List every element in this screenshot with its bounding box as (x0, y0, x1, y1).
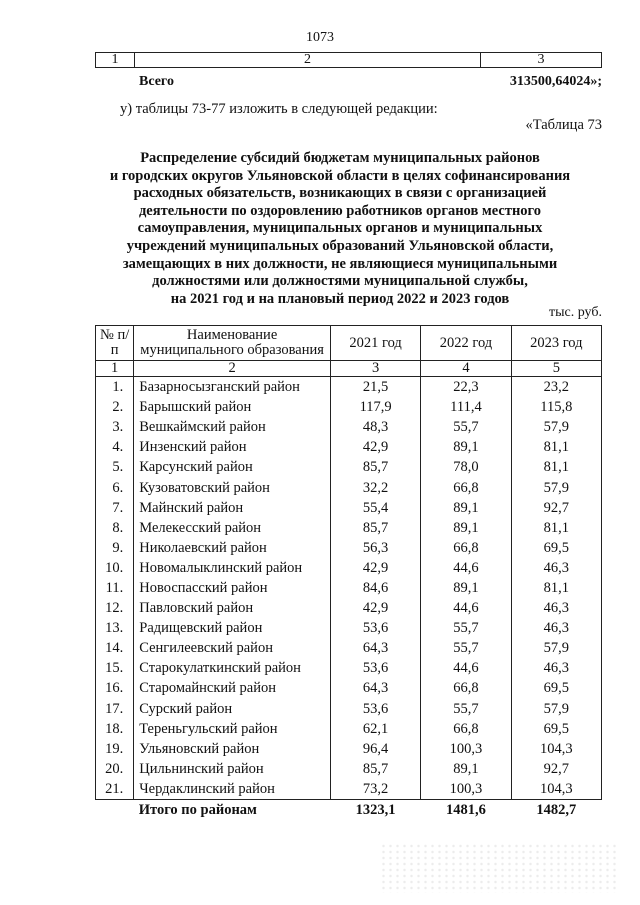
table-row (96, 678, 602, 698)
title-line: замещающих в них должности, не являющиеся муниципальными (122, 255, 558, 272)
table-row (96, 759, 602, 779)
value-2023: 81,1 (511, 457, 601, 477)
index-cell: 2 (134, 361, 331, 377)
value-2021: 53,6 (330, 699, 420, 719)
row-number: 3. (96, 417, 134, 437)
district-name: Мелекесский район (134, 518, 331, 538)
table-row (96, 598, 602, 618)
value-2023: 81,1 (511, 437, 601, 457)
value-2021: 53,6 (330, 658, 420, 678)
district-name: Сурский район (134, 699, 331, 719)
value-2022: 22,3 (421, 377, 511, 398)
value-2022: 89,1 (421, 578, 511, 598)
index-cell: 3 (330, 361, 420, 377)
table-row (96, 437, 602, 457)
value-2021: 42,9 (330, 598, 420, 618)
title-line: должностями или должностями муниципальной службы, (152, 273, 528, 290)
table-row (96, 518, 602, 538)
value-2022: 89,1 (421, 518, 511, 538)
table-row (96, 719, 602, 739)
value-2022: 66,8 (421, 538, 511, 558)
value-2023: 57,9 (511, 638, 601, 658)
table-row (96, 477, 602, 497)
totals-spacer (96, 799, 134, 820)
value-2022: 55,7 (421, 699, 511, 719)
value-2022: 78,0 (421, 457, 511, 477)
header-num: № п/п (96, 326, 134, 361)
title-line: и городских округов Ульяновской области в целях софинансирования (109, 167, 571, 184)
district-name: Ульяновский район (134, 739, 331, 759)
continuation-table-header (95, 52, 602, 68)
district-name: Чердаклинский район (134, 779, 331, 800)
value-2023: 104,3 (511, 779, 601, 800)
col-index-3: 3 (481, 53, 602, 68)
index-cell: 1 (96, 361, 134, 377)
subsidy-table (95, 325, 602, 820)
header-name: Наименование муниципального образования (134, 326, 331, 361)
scan-noise (380, 843, 620, 893)
row-number: 20. (96, 759, 134, 779)
table-row (96, 377, 602, 398)
totals-2021: 1323,1 (355, 801, 396, 818)
value-2023: 23,2 (511, 377, 601, 398)
value-2022: 66,8 (421, 719, 511, 739)
row-number: 1. (96, 377, 134, 398)
col-index-2: 2 (135, 53, 481, 68)
value-2022: 100,3 (421, 779, 511, 800)
district-name: Старокулаткинский район (134, 658, 331, 678)
row-number: 6. (96, 477, 134, 497)
district-name: Инзенский район (134, 437, 331, 457)
table-row (96, 457, 602, 477)
district-name: Новомалыклинский район (134, 558, 331, 578)
value-2023: 92,7 (511, 498, 601, 518)
value-2021: 48,3 (330, 417, 420, 437)
district-name: Новоспасский район (134, 578, 331, 598)
value-2023: 81,1 (511, 578, 601, 598)
row-number: 11. (96, 578, 134, 598)
title-line: учреждений муниципальных образований Ульяновской области, (126, 237, 554, 254)
value-2021: 32,2 (330, 477, 420, 497)
value-2023: 46,3 (511, 618, 601, 638)
district-name: Базарносызганский район (134, 377, 331, 398)
value-2023: 81,1 (511, 518, 601, 538)
index-cell: 4 (421, 361, 511, 377)
row-number: 19. (96, 739, 134, 759)
value-2022: 100,3 (421, 739, 511, 759)
value-2021: 53,6 (330, 618, 420, 638)
row-number: 7. (96, 498, 134, 518)
row-number: 15. (96, 658, 134, 678)
value-2022: 111,4 (421, 397, 511, 417)
value-2022: 44,6 (421, 658, 511, 678)
table-row (96, 739, 602, 759)
value-2022: 55,7 (421, 618, 511, 638)
table-row (96, 618, 602, 638)
title-line: деятельности по оздоровлению работников органов местного (138, 202, 542, 219)
value-2021: 21,5 (330, 377, 420, 398)
value-2022: 89,1 (421, 498, 511, 518)
table-row (96, 538, 602, 558)
value-2021: 85,7 (330, 759, 420, 779)
unit-label: тыс. руб. (549, 305, 602, 320)
value-2023: 46,3 (511, 558, 601, 578)
row-number: 4. (96, 437, 134, 457)
value-2023: 69,5 (511, 719, 601, 739)
value-2022: 55,7 (421, 417, 511, 437)
row-number: 10. (96, 558, 134, 578)
value-2021: 56,3 (330, 538, 420, 558)
value-2023: 46,3 (511, 658, 601, 678)
value-2022: 89,1 (421, 437, 511, 457)
table-row (96, 699, 602, 719)
value-2021: 96,4 (330, 739, 420, 759)
value-2023: 57,9 (511, 699, 601, 719)
row-number: 16. (96, 678, 134, 698)
value-2023: 92,7 (511, 759, 601, 779)
value-2023: 69,5 (511, 538, 601, 558)
district-name: Кузоватовский район (134, 477, 331, 497)
value-2021: 42,9 (330, 558, 420, 578)
district-name: Сенгилеевский район (134, 638, 331, 658)
totals-2023: 1482,7 (536, 801, 577, 818)
header-2022: 2022 год (421, 326, 511, 361)
value-2023: 69,5 (511, 678, 601, 698)
table-reference: «Таблица 73 (525, 117, 602, 133)
district-name: Павловский район (134, 598, 331, 618)
value-2022: 66,8 (421, 477, 511, 497)
amendment-instruction: у) таблицы 73-77 изложить в следующей редакции: (120, 101, 438, 117)
value-2021: 64,3 (330, 678, 420, 698)
district-name: Карсунский район (134, 457, 331, 477)
col-index-1: 1 (96, 53, 135, 68)
value-2021: 64,3 (330, 638, 420, 658)
value-2022: 66,8 (421, 678, 511, 698)
table-row (96, 779, 602, 800)
value-2021: 84,6 (330, 578, 420, 598)
table-row (96, 417, 602, 437)
district-name: Барышский район (134, 397, 331, 417)
table-row (96, 558, 602, 578)
header-2021: 2021 год (330, 326, 420, 361)
document-title (60, 150, 620, 308)
row-number: 12. (96, 598, 134, 618)
grand-total-label: Всего (139, 74, 174, 89)
district-name: Старомайнский район (134, 678, 331, 698)
totals-label: Итого по районам (138, 801, 257, 818)
column-index-row (96, 361, 602, 377)
value-2021: 62,1 (330, 719, 420, 739)
district-name: Николаевский район (134, 538, 331, 558)
district-name: Тереньгульский район (134, 719, 331, 739)
district-name: Вешкаймский район (134, 417, 331, 437)
value-2021: 117,9 (330, 397, 420, 417)
value-2021: 55,4 (330, 498, 420, 518)
index-cell: 5 (511, 361, 601, 377)
value-2022: 55,7 (421, 638, 511, 658)
header-row (96, 326, 602, 361)
value-2022: 44,6 (421, 598, 511, 618)
row-number: 21. (96, 779, 134, 800)
table-row (96, 638, 602, 658)
title-line: расходных обязательств, возникающих в связи с организацией (133, 185, 547, 202)
row-number: 9. (96, 538, 134, 558)
row-number: 13. (96, 618, 134, 638)
row-number: 5. (96, 457, 134, 477)
value-2021: 85,7 (330, 457, 420, 477)
value-2021: 73,2 (330, 779, 420, 800)
title-line: Распределение субсидий бюджетам муниципальных районов (140, 150, 540, 166)
row-number: 8. (96, 518, 134, 538)
district-name: Цильнинский район (134, 759, 331, 779)
row-number: 2. (96, 397, 134, 417)
value-2023: 104,3 (511, 739, 601, 759)
value-2021: 42,9 (330, 437, 420, 457)
table-body (96, 377, 602, 800)
table-row (96, 498, 602, 518)
value-2023: 57,9 (511, 477, 601, 497)
table-row (96, 578, 602, 598)
totals-row (96, 799, 602, 820)
row-number: 18. (96, 719, 134, 739)
value-2021: 85,7 (330, 518, 420, 538)
value-2023: 46,3 (511, 598, 601, 618)
district-name: Майнский район (134, 498, 331, 518)
title-line: на 2021 год и на плановый период 2022 и 2023 годов (170, 290, 510, 307)
grand-total-value: 313500,64024»; (509, 74, 602, 89)
value-2022: 44,6 (421, 558, 511, 578)
value-2023: 115,8 (511, 397, 601, 417)
table-row (96, 397, 602, 417)
totals-2022: 1481,6 (446, 801, 486, 818)
page-number: 1073 (306, 30, 334, 45)
value-2022: 89,1 (421, 759, 511, 779)
title-line: самоуправления, муниципальных органов и муниципальных (137, 220, 543, 237)
row-number: 14. (96, 638, 134, 658)
district-name: Радищевский район (134, 618, 331, 638)
table-row (96, 658, 602, 678)
value-2023: 57,9 (511, 417, 601, 437)
row-number: 17. (96, 699, 134, 719)
header-2023: 2023 год (511, 326, 601, 361)
